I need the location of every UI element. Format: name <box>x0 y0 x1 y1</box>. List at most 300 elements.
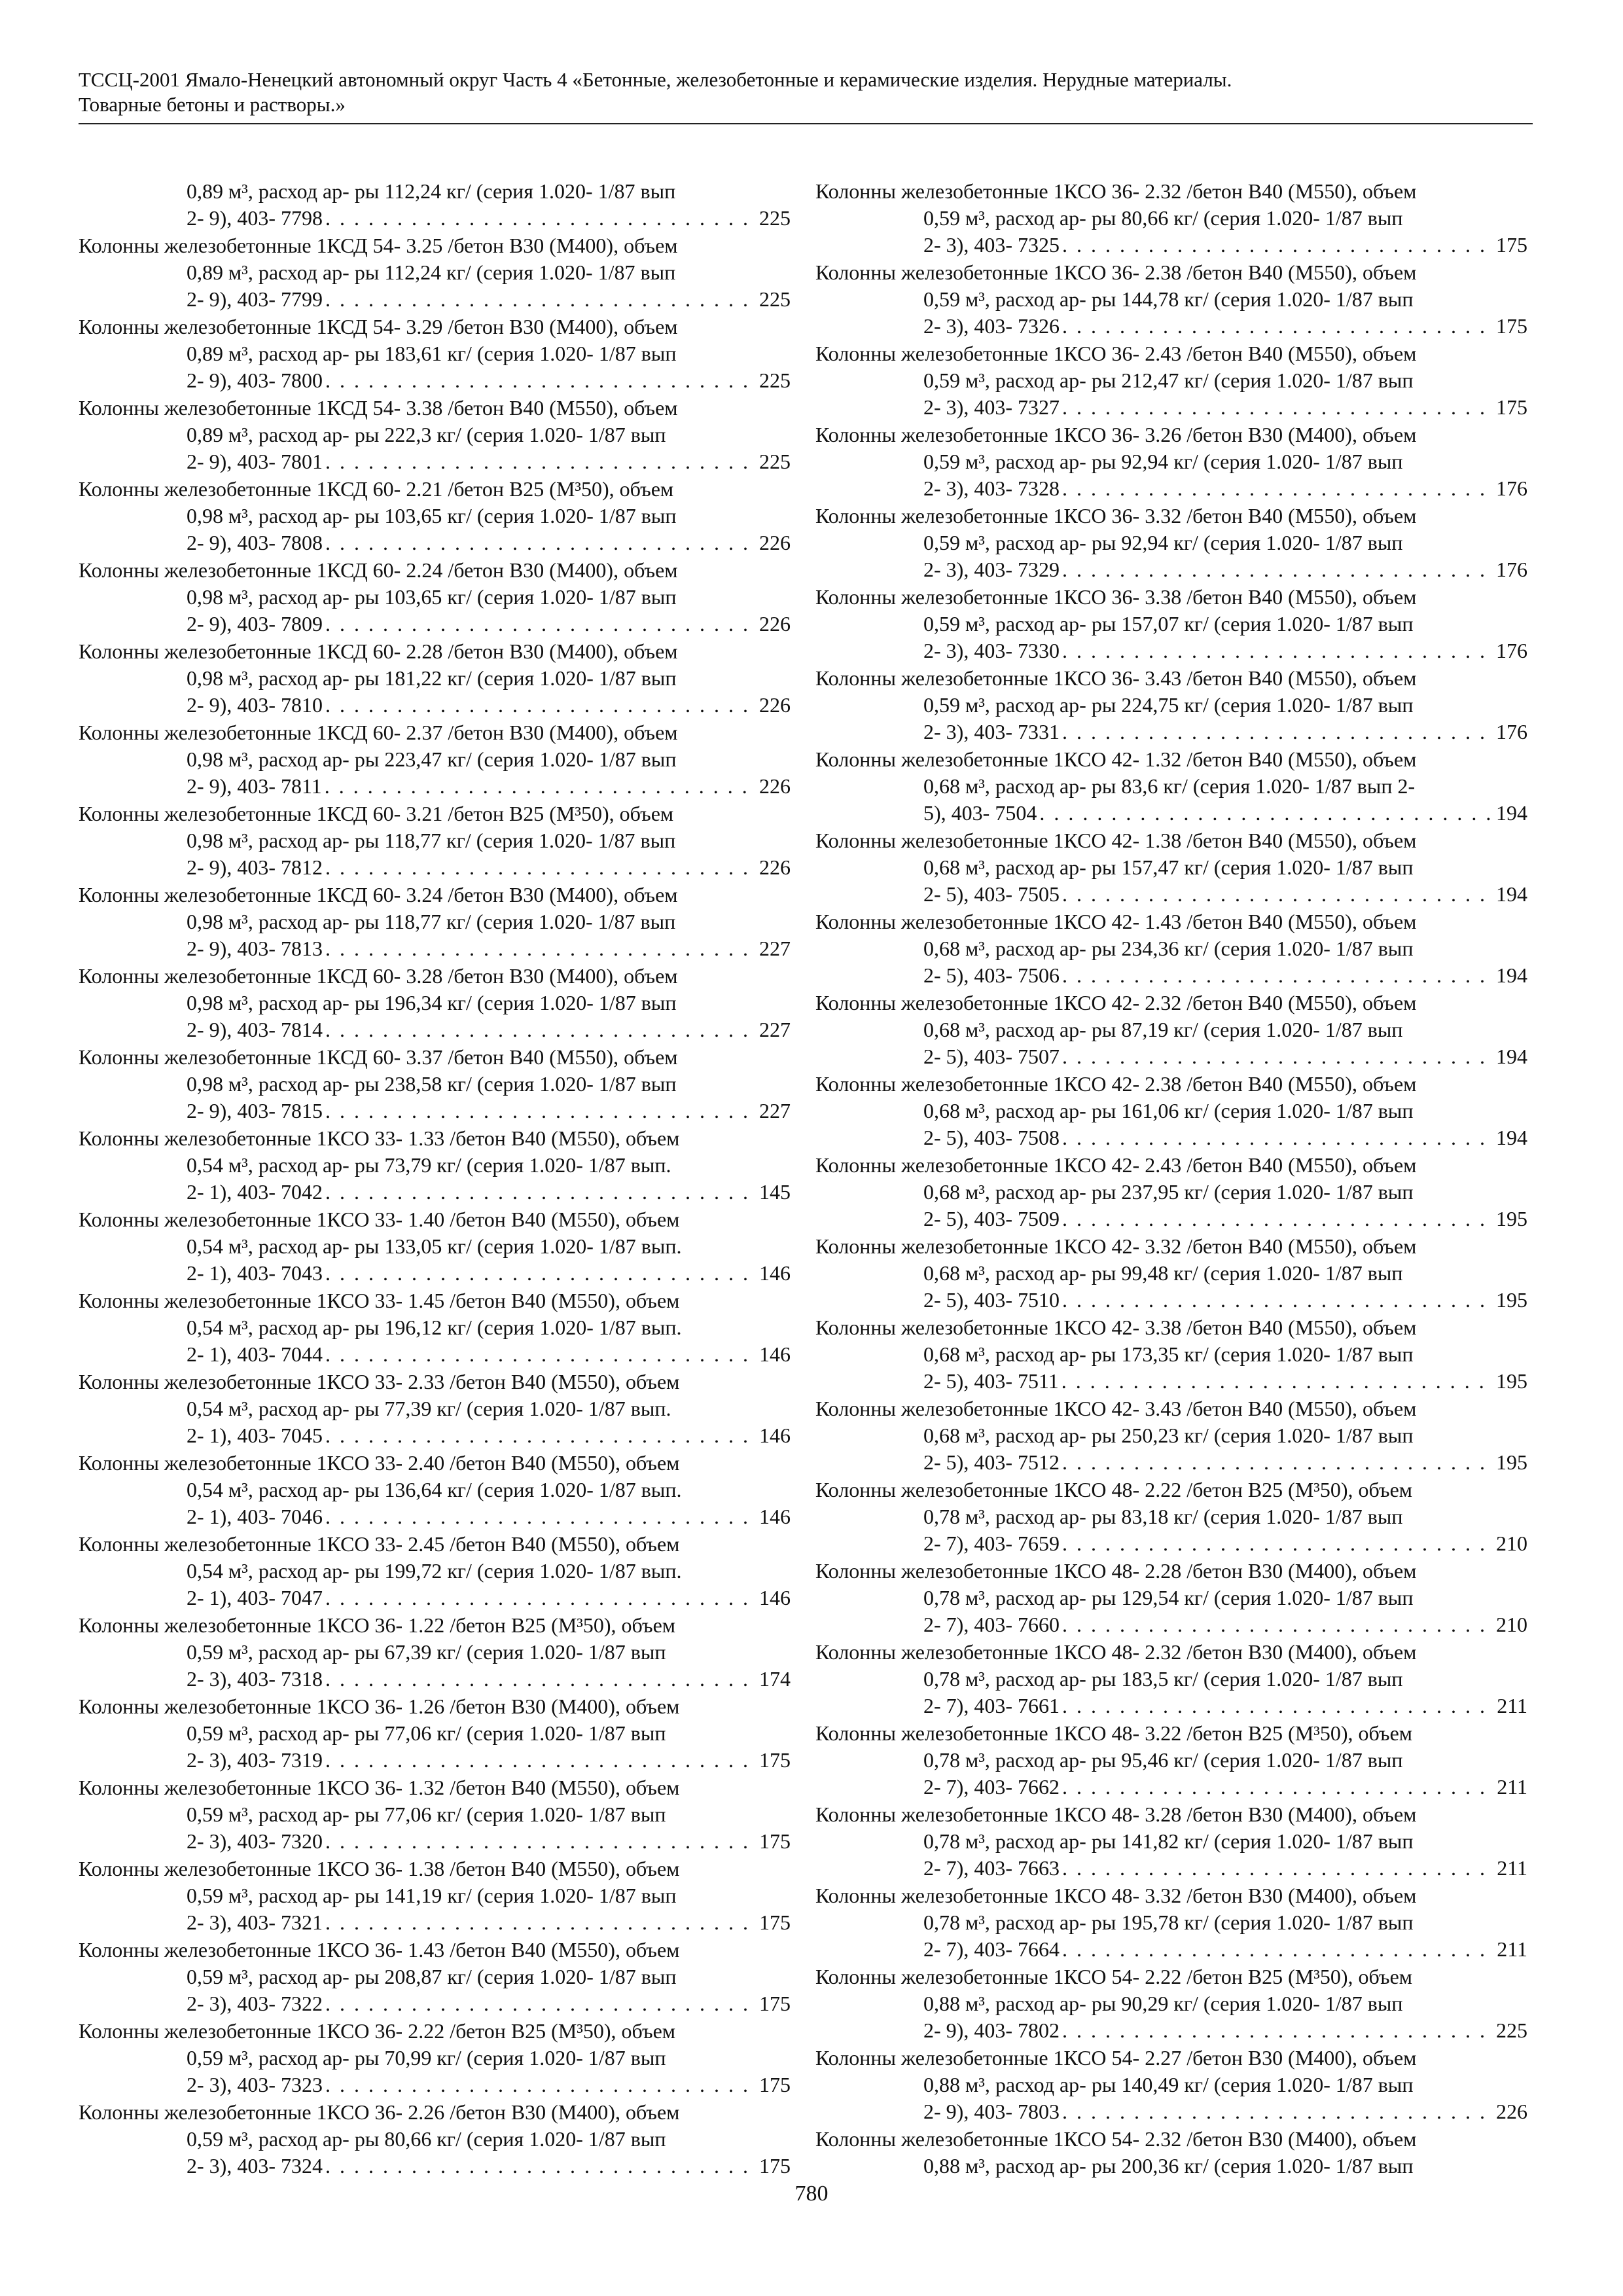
entry-code: 2- 3), 403- 7325 <box>923 233 1060 257</box>
entry-title: Колонны железобетонные 1КСО 36- 1.26 /бетон В30 (М400), объем <box>79 1695 680 1718</box>
entry-page-number: 226 <box>759 612 791 636</box>
entry-code: 2- 9), 403- 7812 <box>187 855 323 879</box>
dot-leader <box>325 935 757 962</box>
entry-reference-line <box>187 448 791 475</box>
entry-code: 2- 9), 403- 7803 <box>923 2100 1060 2123</box>
entry-reference-line <box>187 286 791 313</box>
entry-reference-line <box>187 1179 791 1206</box>
dot-leader <box>1062 2017 1493 2044</box>
entry-title: Колонны железобетонные 1КСО 36- 2.32 /бетон В40 (М550), объем <box>815 179 1417 203</box>
dot-leader <box>1061 1368 1493 1395</box>
entry-title: Колонны железобетонные 1КСО 33- 2.33 /бетон В40 (М550), объем <box>79 1370 680 1393</box>
entry-title: Колонны железобетонные 1КСО 42- 3.32 /бетон В40 (М550), объем <box>815 1234 1417 1258</box>
entry-title: Колонны железобетонные 1КСД 60- 3.21 /бетон В25 (М³50), объем <box>79 802 674 825</box>
entry-reference-line <box>923 1611 1527 1638</box>
entry-details: 0,59 м³, расход ар- ры 224,75 кг/ (серия 1.020- 1/87 вып <box>923 693 1414 717</box>
dot-leader <box>1062 556 1493 583</box>
entry-code: 2- 5), 403- 7509 <box>923 1207 1060 1230</box>
entry-code: 2- 7), 403- 7663 <box>923 1856 1060 1880</box>
index-entry <box>815 503 1527 583</box>
entry-page-number: 194 <box>1496 801 1527 825</box>
dot-leader <box>325 367 757 394</box>
entry-title: Колонны железобетонные 1КСД 60- 2.28 /бетон В30 (М400), объем <box>79 639 678 663</box>
index-entry <box>79 1450 791 1530</box>
entry-reference-line <box>187 1585 791 1611</box>
entry-page-number: 226 <box>759 855 791 879</box>
entry-details: 0,68 м³, расход ар- ры 87,19 кг/ (серия 1.020- 1/87 вып <box>923 1018 1403 1041</box>
entry-reference-line <box>187 1422 791 1449</box>
dot-leader <box>325 1422 757 1449</box>
entry-code: 2- 5), 403- 7508 <box>923 1126 1060 1149</box>
entry-code: 2- 3), 403- 7322 <box>187 1992 323 2015</box>
dot-leader <box>325 1179 757 1206</box>
entry-reference-line <box>187 529 791 556</box>
entry-title: Колонны железобетонные 1КСО 42- 2.38 /бетон В40 (М550), объем <box>815 1072 1417 1096</box>
entry-details: 0,98 м³, расход ар- ры 103,65 кг/ (серия 1.020- 1/87 вып <box>187 585 677 609</box>
dot-leader <box>325 1909 757 1936</box>
index-entry <box>815 990 1527 1070</box>
entry-code: 2- 9), 403- 7811 <box>187 774 322 798</box>
index-entry <box>815 1071 1527 1151</box>
entry-details: 0,68 м³, расход ар- ры 99,48 кг/ (серия 1.020- 1/87 вып <box>923 1261 1403 1285</box>
entry-code: 2- 3), 403- 7330 <box>923 639 1060 662</box>
entry-page-number: 226 <box>759 693 791 717</box>
entry-code: 2- 3), 403- 7327 <box>923 395 1060 419</box>
entry-code: 2- 5), 403- 7507 <box>923 1045 1060 1068</box>
dot-leader <box>1062 1774 1494 1801</box>
index-entry <box>815 827 1527 908</box>
index-entry <box>79 1125 791 1206</box>
entry-title: Колонны железобетонные 1КСО 33- 1.40 /бетон В40 (М550), объем <box>79 1208 680 1231</box>
entry-code: 2- 3), 403- 7324 <box>187 2154 323 2178</box>
entry-reference-line <box>923 2017 1527 2044</box>
entry-title: Колонны железобетонные 1КСД 60- 3.24 /бетон В30 (М400), объем <box>79 883 678 906</box>
entry-title: Колонны железобетонные 1КСО 48- 2.28 /бетон В30 (М400), объем <box>815 1559 1417 1583</box>
entry-page-number: 146 <box>759 1505 791 1528</box>
entry-code: 2- 3), 403- 7320 <box>187 1829 323 1853</box>
index-entry <box>79 1612 791 1693</box>
dot-leader <box>325 611 757 637</box>
entry-code: 2- 9), 403- 7810 <box>187 693 323 717</box>
entry-reference-line <box>923 800 1527 827</box>
entry-title: Колонны железобетонные 1КСО 48- 3.22 /бетон В25 (М³50), объем <box>815 1721 1413 1745</box>
entry-reference-line <box>923 475 1527 502</box>
index-entry <box>79 1856 791 1936</box>
entry-reference-line <box>923 1043 1527 1070</box>
index-entry <box>815 1964 1527 2044</box>
dot-leader <box>325 1666 757 1693</box>
index-entry <box>79 719 791 800</box>
dot-leader <box>325 1098 757 1124</box>
dot-leader <box>325 1990 757 2017</box>
entry-page-number: 146 <box>759 1342 791 1366</box>
entry-code: 2- 9), 403- 7800 <box>187 368 323 392</box>
entry-title: Колонны железобетонные 1КСД 60- 2.37 /бетон В30 (М400), объем <box>79 721 678 744</box>
entry-page-number: 146 <box>759 1586 791 1609</box>
entry-reference-line <box>187 1503 791 1530</box>
entry-title: Колонны железобетонные 1КСД 60- 3.37 /бетон В40 (М550), объем <box>79 1045 678 1069</box>
entry-reference-line <box>923 1287 1527 1314</box>
dot-leader <box>1062 1206 1493 1232</box>
entry-details: 0,68 м³, расход ар- ры 83,6 кг/ (серия 1.020- 1/87 вып 2- <box>923 774 1416 798</box>
entry-title: Колонны железобетонные 1КСО 36- 2.26 /бетон В30 (М400), объем <box>79 2100 680 2124</box>
entry-code: 2- 1), 403- 7045 <box>187 1424 323 1447</box>
index-entry <box>815 1720 1527 1801</box>
entry-reference-line <box>187 1016 791 1043</box>
entry-details: 0,54 м³, расход ар- ры 136,64 кг/ (серия 1.020- 1/87 вып. <box>187 1478 682 1501</box>
dot-leader <box>1062 394 1493 421</box>
entry-title: Колонны железобетонные 1КСД 54- 3.38 /бетон В40 (М550), объем <box>79 396 678 420</box>
entry-reference-line <box>187 1990 791 2017</box>
entry-page-number: 176 <box>1496 558 1527 581</box>
entry-code: 2- 7), 403- 7662 <box>923 1775 1060 1799</box>
entry-title: Колонны железобетонные 1КСО 48- 3.32 /бетон В30 (М400), объем <box>815 1884 1417 1907</box>
entry-details: 0,98 м³, расход ар- ры 181,22 кг/ (серия 1.020- 1/87 вып <box>187 666 677 690</box>
entry-code: 2- 1), 403- 7042 <box>187 1180 323 1204</box>
index-entry <box>79 1531 791 1611</box>
entry-details: 0,88 м³, расход ар- ры 90,29 кг/ (серия 1.020- 1/87 вып <box>923 1992 1403 2015</box>
entry-details: 0,59 м³, расход ар- ры 67,39 кг/ (серия 1.020- 1/87 вып <box>187 1640 666 1664</box>
entry-page-number: 175 <box>1496 314 1527 338</box>
entry-reference-line <box>187 692 791 719</box>
entry-title: Колонны железобетонные 1КСО 36- 3.38 /бетон В40 (М550), объем <box>815 585 1417 609</box>
index-entry <box>815 422 1527 502</box>
entry-reference-line <box>923 1936 1527 1963</box>
entry-code: 2- 5), 403- 7512 <box>923 1450 1060 1474</box>
index-entry <box>79 1937 791 2017</box>
entry-details: 0,54 м³, расход ар- ры 196,12 кг/ (серия 1.020- 1/87 вып. <box>187 1316 682 1339</box>
entry-code: 2- 5), 403- 7510 <box>923 1288 1060 1312</box>
dot-leader <box>325 1828 757 1855</box>
entry-code: 2- 3), 403- 7321 <box>187 1910 323 1934</box>
entry-reference-line <box>187 935 791 962</box>
entry-reference-line <box>923 1530 1527 1557</box>
dot-leader <box>325 2072 757 2098</box>
dot-leader <box>1062 719 1493 745</box>
entry-code: 2- 1), 403- 7046 <box>187 1505 323 1528</box>
entry-code: 2- 5), 403- 7505 <box>923 882 1060 906</box>
dot-leader <box>1062 1530 1493 1557</box>
entry-page-number: 175 <box>759 1992 791 2015</box>
index-entry <box>79 2099 791 2179</box>
entry-code: 2- 9), 403- 7813 <box>187 937 323 960</box>
entry-code: 2- 9), 403- 7798 <box>187 206 323 230</box>
entry-details: 0,78 м³, расход ар- ры 183,5 кг/ (серия 1.020- 1/87 вып <box>923 1667 1403 1691</box>
running-header <box>79 67 1531 117</box>
entry-page-number: 210 <box>1496 1613 1527 1636</box>
entry-page-number: 175 <box>759 2073 791 2096</box>
entry-reference-line <box>187 2153 791 2179</box>
entry-details: 0,98 м³, расход ар- ры 196,34 кг/ (серия 1.020- 1/87 вып <box>187 991 677 1014</box>
entry-reference-line <box>923 1206 1527 1232</box>
entry-title: Колонны железобетонные 1КСО 48- 2.32 /бетон В30 (М400), объем <box>815 1640 1417 1664</box>
dot-leader <box>325 773 757 800</box>
entry-page-number: 175 <box>759 1748 791 1772</box>
index-entry <box>815 259 1527 340</box>
entry-title: Колонны железобетонные 1КСО 42- 1.43 /бетон В40 (М550), объем <box>815 910 1417 933</box>
entry-code: 2- 7), 403- 7664 <box>923 1937 1060 1961</box>
entry-page-number: 175 <box>759 1829 791 1853</box>
entry-page-number: 194 <box>1496 882 1527 906</box>
dot-leader <box>1062 1043 1493 1070</box>
entry-code: 2- 9), 403- 7809 <box>187 612 323 636</box>
entry-code: 2- 7), 403- 7660 <box>923 1613 1060 1636</box>
entry-details: 0,68 м³, расход ар- ры 237,95 кг/ (серия 1.020- 1/87 вып <box>923 1180 1414 1204</box>
entry-page-number: 226 <box>759 531 791 554</box>
entry-code: 2- 9), 403- 7799 <box>187 287 323 311</box>
entry-page-number: 225 <box>1496 2018 1527 2042</box>
dot-leader <box>1062 1124 1493 1151</box>
entry-details: 0,54 м³, расход ар- ры 77,39 кг/ (серия 1.020- 1/87 вып. <box>187 1397 671 1420</box>
dot-leader <box>1062 1449 1493 1476</box>
dot-leader <box>1062 1611 1493 1638</box>
entry-reference-line <box>923 2098 1527 2125</box>
entry-page-number: 211 <box>1497 1856 1527 1880</box>
dot-leader <box>325 692 757 719</box>
dot-leader <box>1062 232 1493 259</box>
entry-code: 2- 3), 403- 7331 <box>923 720 1060 744</box>
entry-page-number: 195 <box>1496 1369 1527 1393</box>
entry-code: 2- 5), 403- 7506 <box>923 963 1060 987</box>
entry-page-number: 146 <box>759 1261 791 1285</box>
entry-details: 0,59 м³, расход ар- ры 77,06 кг/ (серия 1.020- 1/87 вып <box>187 1721 666 1745</box>
entry-page-number: 227 <box>759 1018 791 1041</box>
entry-code: 2- 3), 403- 7323 <box>187 2073 323 2096</box>
entry-title: Колонны железобетонные 1КСО 54- 2.22 /бетон В25 (М³50), объем <box>815 1965 1413 1988</box>
page-number: 780 <box>794 2181 829 2206</box>
entry-page-number: 175 <box>759 2154 791 2178</box>
index-entry <box>815 1882 1527 1963</box>
entry-reference-line <box>923 719 1527 745</box>
index-entry <box>79 800 791 881</box>
index-entry <box>79 638 791 719</box>
entry-details: 0,59 м³, расход ар- ры 212,47 кг/ (серия 1.020- 1/87 вып <box>923 368 1414 392</box>
entry-title: Колонны железобетонные 1КСО 42- 3.38 /бетон В40 (М550), объем <box>815 1316 1417 1339</box>
entry-details: 0,78 м³, расход ар- ры 129,54 кг/ (серия 1.020- 1/87 вып <box>923 1586 1414 1609</box>
entry-code: 2- 9), 403- 7802 <box>923 2018 1060 2042</box>
entry-title: Колонны железобетонные 1КСД 60- 2.21 /бетон В25 (М³50), объем <box>79 477 674 501</box>
entry-title: Колонны железобетонные 1КСО 36- 3.32 /бетон В40 (М550), объем <box>815 504 1417 528</box>
entry-details: 0,89 м³, расход ар- ры 183,61 кг/ (серия 1.020- 1/87 вып <box>187 342 677 365</box>
entry-page-number: 175 <box>1496 395 1527 419</box>
index-entry <box>815 1395 1527 1476</box>
entry-details: 0,59 м³, расход ар- ры 208,87 кг/ (серия 1.020- 1/87 вып <box>187 1965 677 1988</box>
entry-page-number: 225 <box>759 206 791 230</box>
entry-details: 0,59 м³, расход ар- ры 77,06 кг/ (серия 1.020- 1/87 вып <box>187 1803 666 1826</box>
entry-title: Колонны железобетонные 1КСО 36- 3.43 /бетон В40 (М550), объем <box>815 666 1417 690</box>
entry-page-number: 146 <box>759 1424 791 1447</box>
dot-leader <box>1062 637 1493 664</box>
entry-title: Колонны железобетонные 1КСД 54- 3.29 /бетон В30 (М400), объем <box>79 315 678 338</box>
index-entry <box>79 1693 791 1774</box>
dot-leader <box>1062 1287 1493 1314</box>
entry-page-number: 195 <box>1496 1207 1527 1230</box>
entry-details: 0,59 м³, расход ар- ры 92,94 кг/ (серия 1.020- 1/87 вып <box>923 531 1403 554</box>
entry-details: 0,54 м³, расход ар- ры 73,79 кг/ (серия 1.020- 1/87 вып. <box>187 1153 671 1177</box>
index-entry <box>79 557 791 637</box>
entry-details: 0,89 м³, расход ар- ры 112,24 кг/ (серия 1.020- 1/87 вып <box>187 179 676 203</box>
entry-code: 2- 5), 403- 7511 <box>923 1369 1059 1393</box>
dot-leader <box>325 2153 757 2179</box>
entry-reference-line <box>923 1124 1527 1151</box>
index-entry <box>79 314 791 394</box>
entry-details: 0,59 м³, расход ар- ры 157,07 кг/ (серия 1.020- 1/87 вып <box>923 612 1414 636</box>
entry-details: 0,78 м³, расход ар- ры 83,18 кг/ (серия 1.020- 1/87 вып <box>923 1505 1403 1528</box>
dot-leader <box>325 854 757 881</box>
entry-title: Колонны железобетонные 1КСО 42- 1.32 /бетон В40 (М550), объем <box>815 747 1417 771</box>
entry-details: 0,89 м³, расход ар- ры 222,3 кг/ (серия 1.020- 1/87 вып <box>187 423 666 446</box>
entry-reference-line <box>187 773 791 800</box>
entry-reference-line <box>923 1774 1527 1801</box>
entry-details: 0,59 м³, расход ар- ры 70,99 кг/ (серия 1.020- 1/87 вып <box>187 2046 666 2070</box>
entry-page-number: 225 <box>759 450 791 473</box>
entry-title: Колонны железобетонные 1КСО 36- 1.38 /бетон В40 (М550), объем <box>79 1857 680 1880</box>
entry-page-number: 176 <box>1496 476 1527 500</box>
index-entry <box>815 584 1527 664</box>
entry-code: 2- 7), 403- 7659 <box>923 1532 1060 1555</box>
entry-title: Колонны железобетонные 1КСО 42- 1.38 /бетон В40 (М550), объем <box>815 829 1417 852</box>
entry-details: 0,59 м³, расход ар- ры 144,78 кг/ (серия 1.020- 1/87 вып <box>923 287 1414 311</box>
entry-reference-line <box>923 1449 1527 1476</box>
index-entry <box>815 1639 1527 1719</box>
entry-code: 5), 403- 7504 <box>923 801 1037 825</box>
index-entry <box>79 1206 791 1287</box>
index-entry <box>815 908 1527 989</box>
entry-reference-line <box>187 367 791 394</box>
dot-leader <box>325 1585 757 1611</box>
index-entry <box>815 178 1527 259</box>
entry-title: Колонны железобетонные 1КСО 36- 2.43 /бетон В40 (М550), объем <box>815 342 1417 365</box>
index-entry <box>815 1801 1527 1882</box>
entry-reference-line <box>923 1855 1527 1882</box>
entry-reference-line <box>923 962 1527 989</box>
index-entry <box>79 1044 791 1124</box>
entry-details: 0,59 м³, расход ар- ры 80,66 кг/ (серия 1.020- 1/87 вып <box>187 2127 666 2151</box>
entry-page-number: 211 <box>1497 1937 1527 1961</box>
entry-details: 0,88 м³, расход ар- ры 200,36 кг/ (серия 1.020- 1/87 вып <box>923 2154 1414 2178</box>
entry-code: 2- 3), 403- 7326 <box>923 314 1060 338</box>
entry-code: 2- 9), 403- 7801 <box>187 450 323 473</box>
header-line-2: Товарные бетоны и растворы.» <box>79 93 346 116</box>
dot-leader <box>325 529 757 556</box>
index-entry <box>79 963 791 1043</box>
entry-title: Колонны железобетонные 1КСО 54- 2.32 /бетон В30 (М400), объем <box>815 2127 1417 2151</box>
entry-reference-line <box>187 1341 791 1368</box>
entry-page-number: 227 <box>759 937 791 960</box>
entry-title: Колонны железобетонные 1КСО 36- 1.43 /бетон В40 (М550), объем <box>79 1938 680 1962</box>
index-entry <box>79 882 791 962</box>
entry-title: Колонны железобетонные 1КСО 33- 2.40 /бетон В40 (М550), объем <box>79 1451 680 1475</box>
entry-reference-line <box>923 394 1527 421</box>
entry-reference-line <box>923 1693 1527 1719</box>
entry-details: 0,59 м³, расход ар- ры 141,19 кг/ (серия 1.020- 1/87 вып <box>187 1884 677 1907</box>
entry-page-number: 194 <box>1496 963 1527 987</box>
index-column-left <box>79 178 791 2180</box>
dot-leader <box>325 1503 757 1530</box>
index-entry <box>815 665 1527 745</box>
entry-details: 0,98 м³, расход ар- ры 118,77 кг/ (серия 1.020- 1/87 вып <box>187 910 676 933</box>
entry-details: 0,98 м³, расход ар- ры 103,65 кг/ (серия 1.020- 1/87 вып <box>187 504 677 528</box>
entry-page-number: 194 <box>1496 1045 1527 1068</box>
entry-page-number: 145 <box>759 1180 791 1204</box>
entry-page-number: 176 <box>1496 639 1527 662</box>
entry-code: 2- 3), 403- 7328 <box>923 476 1060 500</box>
dot-leader <box>1062 2098 1493 2125</box>
header-rule <box>79 123 1533 124</box>
entry-title: Колонны железобетонные 1КСО 36- 2.38 /бетон В40 (М550), объем <box>815 260 1417 284</box>
entry-reference-line <box>187 854 791 881</box>
index-entry <box>815 340 1527 421</box>
dot-leader <box>325 1016 757 1043</box>
entry-page-number: 226 <box>1496 2100 1527 2123</box>
entry-reference-line <box>923 556 1527 583</box>
entry-reference-line <box>187 611 791 637</box>
index-entry <box>79 1287 791 1368</box>
dot-leader <box>325 205 757 232</box>
entry-page-number: 211 <box>1497 1775 1527 1799</box>
index-entry <box>79 2018 791 2098</box>
entry-title: Колонны железобетонные 1КСО 33- 1.33 /бетон В40 (М550), объем <box>79 1126 680 1150</box>
entry-details: 0,54 м³, расход ар- ры 199,72 кг/ (серия 1.020- 1/87 вып. <box>187 1559 682 1583</box>
entry-reference-line <box>187 1747 791 1774</box>
entry-reference-line <box>187 1260 791 1287</box>
entry-page-number: 226 <box>759 774 791 798</box>
index-entry <box>79 1369 791 1449</box>
dot-leader <box>325 1747 757 1774</box>
index-entry <box>79 232 791 313</box>
entry-details: 0,68 м³, расход ар- ры 157,47 кг/ (серия 1.020- 1/87 вып <box>923 855 1414 879</box>
entry-details: 0,78 м³, расход ар- ры 95,46 кг/ (серия 1.020- 1/87 вып <box>923 1748 1403 1772</box>
entry-details: 0,78 м³, расход ар- ры 141,82 кг/ (серия 1.020- 1/87 вып <box>923 1829 1414 1853</box>
entry-code: 2- 9), 403- 7808 <box>187 531 323 554</box>
entry-title: Колонны железобетонные 1КСО 42- 3.43 /бетон В40 (М550), объем <box>815 1397 1417 1420</box>
entry-reference-line <box>187 1666 791 1693</box>
entry-title: Колонны железобетонные 1КСО 36- 3.26 /бетон В30 (М400), объем <box>815 423 1417 446</box>
entry-code: 2- 9), 403- 7814 <box>187 1018 323 1041</box>
dot-leader <box>1039 800 1493 827</box>
dot-leader <box>1062 475 1493 502</box>
dot-leader <box>1062 1855 1494 1882</box>
entry-page-number: 225 <box>759 287 791 311</box>
index-entry <box>815 1314 1527 1395</box>
entry-title: Колонны железобетонные 1КСО 36- 1.32 /бетон В40 (М550), объем <box>79 1776 680 1799</box>
entry-reference-line <box>923 313 1527 340</box>
entry-reference-line <box>187 205 791 232</box>
dot-leader <box>1062 1936 1494 1963</box>
index-entry <box>815 1477 1527 1557</box>
entry-details: 0,98 м³, расход ар- ры 223,47 кг/ (серия 1.020- 1/87 вып <box>187 747 677 771</box>
entry-details: 0,68 м³, расход ар- ры 173,35 кг/ (серия 1.020- 1/87 вып <box>923 1342 1414 1366</box>
index-entry <box>815 1558 1527 1638</box>
dot-leader <box>325 286 757 313</box>
entry-page-number: 225 <box>759 368 791 392</box>
entry-reference-line <box>923 881 1527 908</box>
index-entry <box>79 178 791 232</box>
index-entry <box>815 746 1527 827</box>
index-column-right <box>815 178 1527 2180</box>
entry-page-number: 174 <box>759 1667 791 1691</box>
dot-leader <box>1062 313 1493 340</box>
entry-title: Колонны железобетонные 1КСД 60- 2.24 /бетон В30 (М400), объем <box>79 558 678 582</box>
entry-reference-line <box>923 637 1527 664</box>
index-entry <box>815 2126 1527 2179</box>
index-entry <box>79 1774 791 1855</box>
entry-page-number: 195 <box>1496 1288 1527 1312</box>
entry-details: 0,78 м³, расход ар- ры 195,78 кг/ (серия 1.020- 1/87 вып <box>923 1910 1414 1934</box>
entry-reference-line <box>187 1909 791 1936</box>
entry-code: 2- 7), 403- 7661 <box>923 1694 1060 1717</box>
entry-code: 2- 1), 403- 7043 <box>187 1261 323 1285</box>
